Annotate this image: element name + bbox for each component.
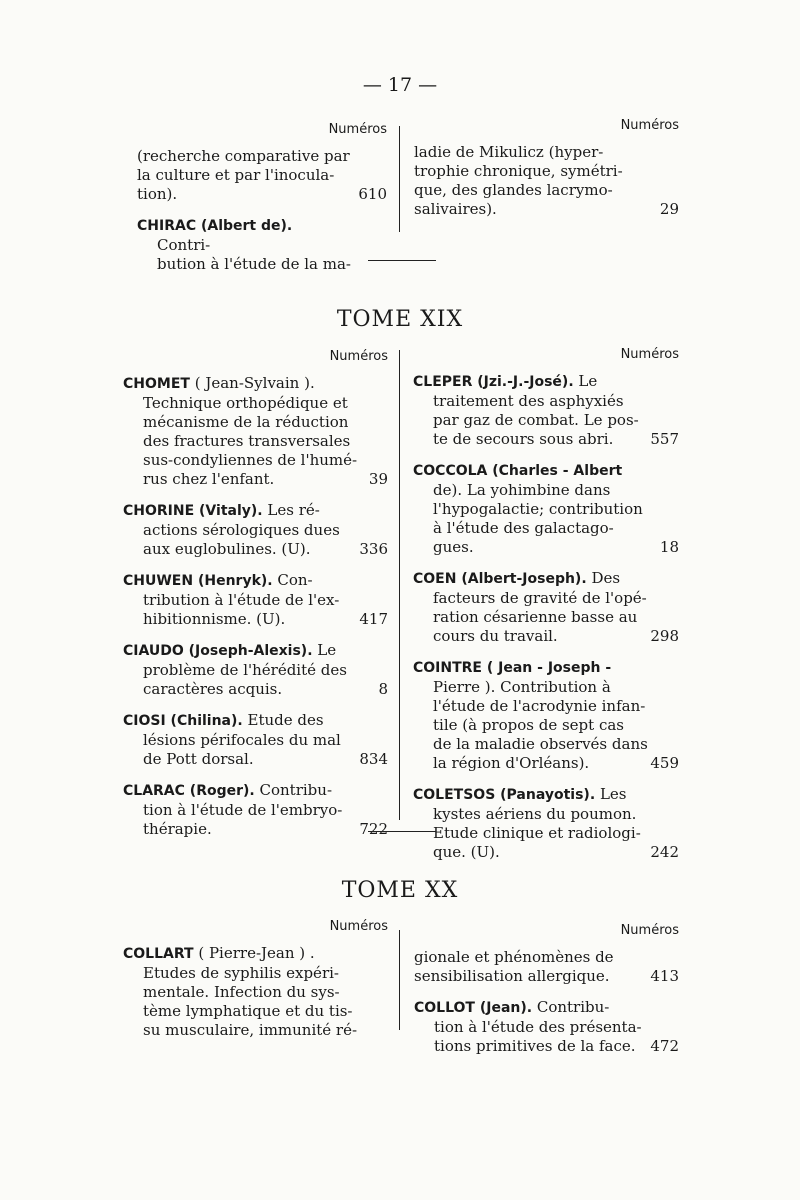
entry-text: par gaz de combat. Le pos- [433, 411, 639, 429]
entry-text-line [137, 185, 387, 204]
entry-heading-line [123, 711, 388, 731]
entry-text: Les ré- [267, 501, 320, 519]
entry-text: lésions périfocales du mal [143, 731, 341, 749]
numeros-label: Numéros [620, 923, 679, 938]
entry-text-line [137, 236, 387, 255]
entry-text: tribution à l'étude de l'ex- [143, 591, 340, 609]
entry-text: de la maladie observés dans [433, 735, 648, 753]
entry-text-line [123, 394, 388, 413]
author-name: CIAUDO (Joseph-Alexis). [123, 643, 313, 659]
entry-heading-line [123, 501, 388, 521]
entry-text-line [123, 610, 388, 629]
tome-xx-right-column [414, 921, 679, 1068]
entry-text-line [414, 143, 679, 162]
entry-text: l'étude de l'acrodynie infan- [433, 697, 646, 715]
entry-text-line [413, 735, 679, 754]
entry-heading-line [123, 641, 388, 661]
entry-text: ladie de Mikulicz (hyper- [414, 143, 604, 161]
entry-number: 39 [368, 470, 388, 488]
entry-text: Des [591, 569, 621, 587]
tome-xix-right-column [413, 345, 679, 874]
author-name: COLLART [123, 946, 194, 962]
tome-xx-left-column [123, 917, 388, 1052]
entry-number: 610 [358, 185, 387, 203]
entry-number: 834 [359, 750, 388, 768]
entry-text: caractères acquis. [143, 680, 283, 698]
entry-text: l'hypogalactie; contribution [433, 500, 643, 518]
entry-text: gionale et phénomènes de [414, 948, 614, 966]
entry-text: que, des glandes lacrymo- [414, 181, 613, 199]
entry-text: te de secours sous abri. [433, 430, 614, 448]
entry-heading-line [413, 569, 679, 589]
entry-heading-line [414, 998, 679, 1018]
index-entry [413, 372, 679, 449]
entry-text-line [123, 591, 388, 610]
entry-text-line [414, 1037, 679, 1056]
entry-text-line [414, 181, 679, 200]
entry-text-line [414, 1018, 679, 1037]
entry-text-line [413, 843, 679, 862]
entry-text-line [414, 967, 679, 986]
entry-text: gues. [433, 538, 474, 556]
entry-text: tème lymphatique et du tis- [143, 1002, 353, 1020]
entry-heading-line [123, 944, 388, 964]
index-entry [413, 461, 679, 557]
entry-text-line [413, 392, 679, 411]
entry-text-line [413, 754, 679, 773]
entry-text-line [413, 411, 679, 430]
entry-text: Contri- [157, 236, 211, 254]
entry-number: 557 [650, 430, 679, 448]
entry-text-line [413, 678, 679, 697]
entry-text-line [137, 255, 387, 274]
entry-text: ration césarienne basse au [433, 608, 638, 626]
numeros-label: Numéros [329, 349, 388, 364]
entry-text: que. (U). [433, 843, 500, 861]
entry-text-line [413, 519, 679, 538]
entry-text: su musculaire, immunité ré- [143, 1021, 358, 1039]
entry-text: sensibilisation allergique. [414, 967, 610, 985]
entry-text-line [123, 750, 388, 769]
entry-text: tion à l'étude des présenta- [434, 1018, 642, 1036]
entry-heading-line [137, 216, 387, 236]
entry-text-line [414, 162, 679, 181]
entry-text: Les [599, 785, 627, 803]
entry-text-line [413, 481, 679, 500]
entry-text-line [123, 470, 388, 489]
entry-text-line [413, 430, 679, 449]
entry-text: actions sérologiques dues [143, 521, 340, 539]
author-name: CHIRAC (Albert de). [137, 218, 293, 234]
entry-heading-line [413, 658, 679, 678]
entry-text: cours du travail. [433, 627, 558, 645]
column-divider [399, 126, 400, 232]
index-entry [413, 569, 679, 646]
top-left-column [137, 120, 387, 286]
entry-text-line [413, 716, 679, 735]
entry-heading-line [413, 372, 679, 392]
entry-text: mécanisme de la réduction [143, 413, 349, 431]
entry-text: problème de l'hérédité des [143, 661, 347, 679]
entry-text: Con- [277, 571, 313, 589]
page-number: — 17 — [362, 74, 438, 96]
column-divider [399, 930, 400, 1030]
entry-text-line [123, 964, 388, 983]
entry-text: sus-condyliennes de l'humé- [143, 451, 358, 469]
entry-number: 8 [378, 680, 388, 698]
index-entry [123, 501, 388, 559]
entry-text-line [413, 538, 679, 557]
numeros-label: Numéros [620, 347, 679, 362]
entry-text: de). La yohimbine dans [433, 481, 611, 499]
entry-text: Technique orthopédique et [143, 394, 348, 412]
author-name: COINTRE ( Jean - Joseph - [413, 660, 612, 676]
entry-number: 29 [659, 200, 679, 218]
entry-text: tile (à propos de sept cas [433, 716, 624, 734]
entry-text: de Pott dorsal. [143, 750, 254, 768]
entry-text-line [123, 983, 388, 1002]
entry-heading-line [123, 374, 388, 394]
index-entry [123, 944, 388, 1040]
tome-xx-title: TOME XX [341, 878, 459, 903]
index-entry [414, 143, 679, 219]
author-name: CLEPER (Jzi.-J.-José). [413, 374, 574, 390]
entry-heading-line [413, 461, 679, 481]
entry-text: la culture et par l'inocula- [137, 166, 335, 184]
top-right-column [414, 116, 679, 231]
entry-text-line [123, 521, 388, 540]
entry-text-line [123, 413, 388, 432]
index-entry [414, 948, 679, 986]
entry-text: thérapie. [143, 820, 212, 838]
entry-text-line [414, 948, 679, 967]
entry-text-line [413, 697, 679, 716]
column-divider [399, 350, 400, 820]
entry-heading-line [123, 781, 388, 801]
index-entry [413, 658, 679, 773]
entry-text: Etude des [247, 711, 324, 729]
entry-text-line [413, 608, 679, 627]
entry-text: kystes aériens du poumon. [433, 805, 637, 823]
author-name: COLETSOS (Panayotis). [413, 787, 596, 803]
entry-text: hibitionnisme. (U). [143, 610, 286, 628]
entry-text: Etude clinique et radiologi- [433, 824, 641, 842]
index-entry [414, 998, 679, 1056]
entry-text: aux euglobulines. (U). [143, 540, 311, 558]
author-name: CLARAC (Roger). [123, 783, 255, 799]
entry-text-line [123, 1021, 388, 1040]
entry-number: 298 [650, 627, 679, 645]
entry-text: Etudes de syphilis expéri- [143, 964, 339, 982]
entry-text: Contribu- [536, 998, 610, 1016]
section-rule [368, 831, 436, 832]
entry-text: facteurs de gravité de l'opé- [433, 589, 647, 607]
entry-text-line [413, 589, 679, 608]
author-name: CHOMET [123, 376, 190, 392]
index-entry [123, 641, 388, 699]
entry-text-line [123, 680, 388, 699]
entry-number: 18 [659, 538, 679, 556]
entry-text: des fractures transversales [143, 432, 351, 450]
entry-text-line [414, 200, 679, 219]
entry-text: salivaires). [414, 200, 497, 218]
entry-number: 417 [359, 610, 388, 628]
author-name: COEN (Albert-Joseph). [413, 571, 587, 587]
index-entry [137, 216, 387, 274]
index-entry [413, 785, 679, 862]
author-name: CHUWEN (Henryk). [123, 573, 273, 589]
entry-number: 722 [359, 820, 388, 838]
index-entry [137, 147, 387, 204]
entry-text: bution à l'étude de la ma- [157, 255, 351, 273]
entry-text-line [123, 820, 388, 839]
entry-text: Contribu- [259, 781, 333, 799]
entry-text: rus chez l'enfant. [143, 470, 275, 488]
entry-text-line [137, 166, 387, 185]
author-name: COLLOT (Jean). [414, 1000, 533, 1016]
entry-text: tion). [137, 185, 178, 203]
entry-text: traitement des asphyxiés [433, 392, 624, 410]
entry-text-line [123, 801, 388, 820]
author-name: COCCOLA (Charles - Albert [413, 463, 623, 479]
entry-text-line [413, 805, 679, 824]
index-entry [123, 571, 388, 629]
tome-xix-title: TOME XIX [336, 307, 464, 332]
entry-text-line [123, 661, 388, 680]
entry-text-line [123, 1002, 388, 1021]
entry-text: la région d'Orléans). [433, 754, 590, 772]
numeros-label: Numéros [620, 118, 679, 133]
numeros-label: Numéros [328, 122, 387, 137]
entry-heading-line [123, 571, 388, 591]
entry-text: à l'étude des galactago- [433, 519, 614, 537]
author-name: CIOSI (Chilina). [123, 713, 243, 729]
entry-text: (recherche comparative par [137, 147, 350, 165]
index-entry [123, 781, 388, 839]
entry-text: tion à l'étude de l'embryo- [143, 801, 343, 819]
author-name: CHORINE (Vitaly). [123, 503, 263, 519]
entry-text-line [413, 500, 679, 519]
entry-text-line [413, 824, 679, 843]
entry-text: ( Jean-Sylvain ). [194, 374, 315, 392]
numeros-label: Numéros [329, 919, 388, 934]
entry-text: trophie chronique, symétri- [414, 162, 623, 180]
entry-number: 472 [650, 1037, 679, 1055]
entry-text: Le [578, 372, 598, 390]
entry-number: 336 [359, 540, 388, 558]
section-rule [368, 260, 436, 261]
tome-xix-left-column [123, 347, 388, 851]
entry-text-line [413, 627, 679, 646]
entry-text: mentale. Infection du sys- [143, 983, 340, 1001]
entry-text: ( Pierre-Jean ) . [198, 944, 315, 962]
entry-number: 242 [650, 843, 679, 861]
index-entry [123, 711, 388, 769]
entry-number: 413 [650, 967, 679, 985]
entry-text-line [123, 731, 388, 750]
entry-number: 459 [650, 754, 679, 772]
entry-text: Le [317, 641, 337, 659]
entry-text-line [137, 147, 387, 166]
entry-text-line [123, 432, 388, 451]
entry-text: tions primitives de la face. [434, 1037, 636, 1055]
index-entry [123, 374, 388, 489]
entry-text: Pierre ). Contribution à [433, 678, 611, 696]
entry-text-line [123, 540, 388, 559]
entry-text-line [123, 451, 388, 470]
entry-heading-line [413, 785, 679, 805]
